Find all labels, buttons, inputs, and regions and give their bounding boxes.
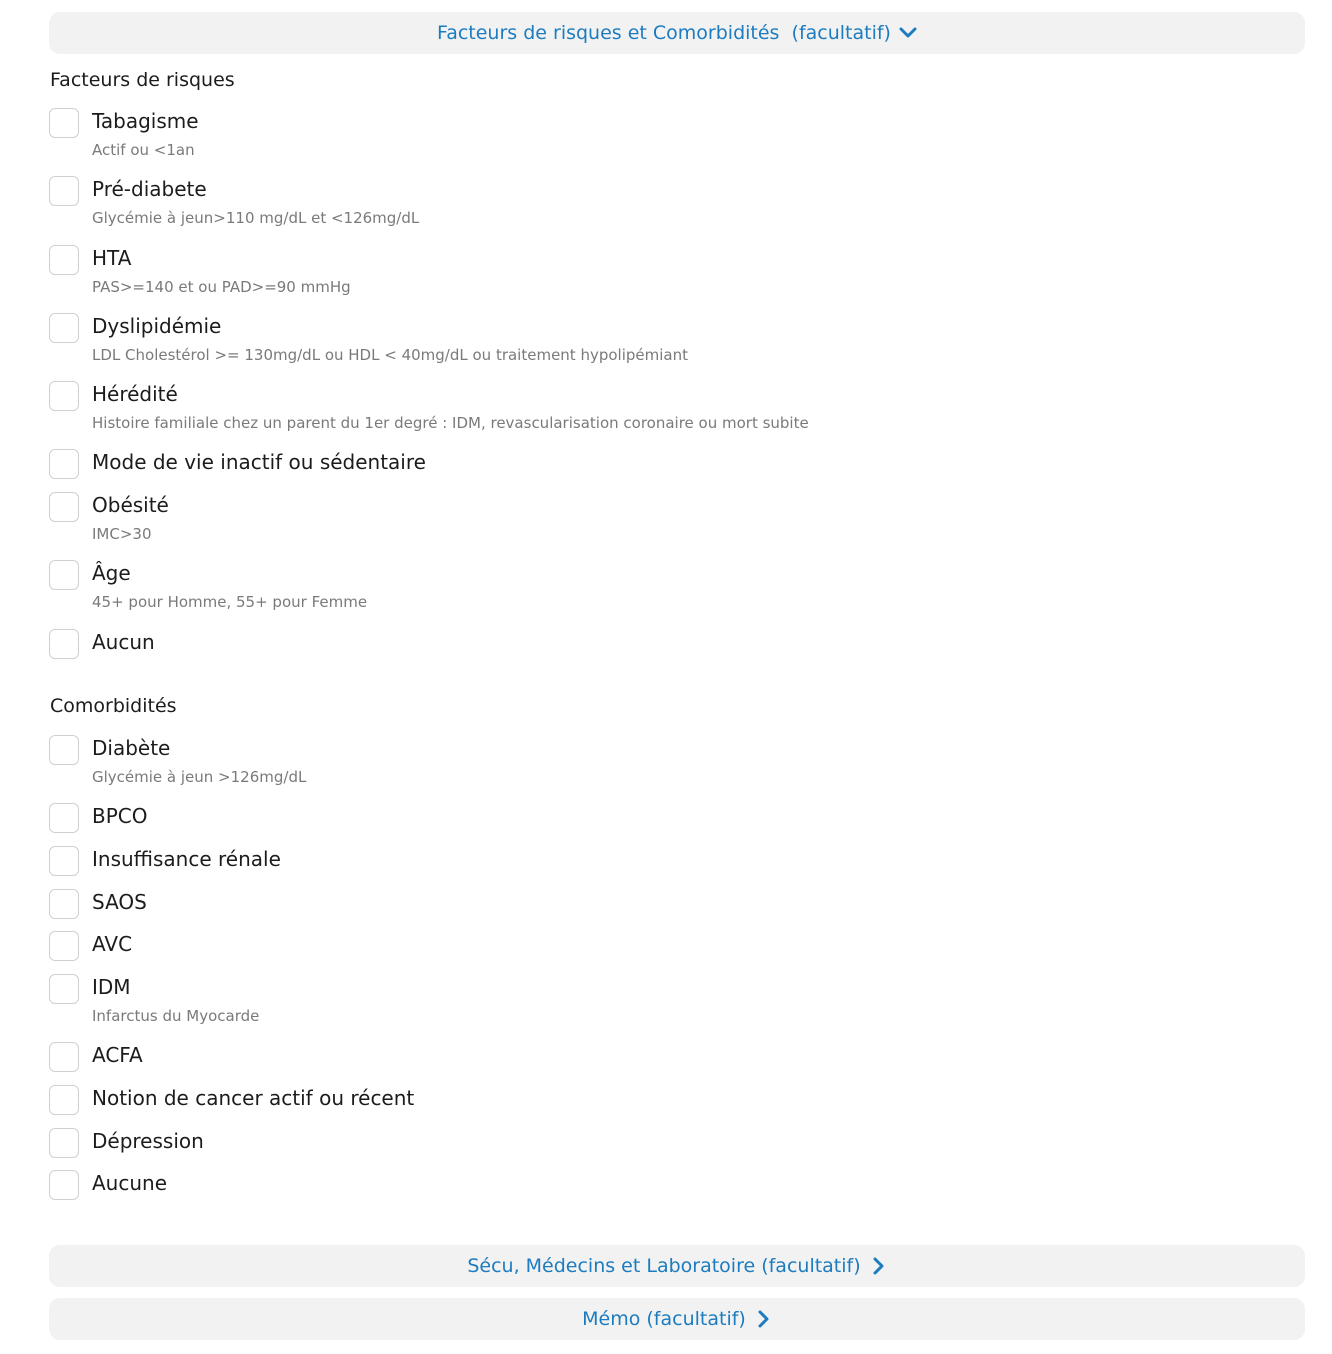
secu-accordion-header[interactable] (49, 1245, 1305, 1287)
checkbox-label: Notion de cancer actif ou récent (92, 1086, 415, 1110)
checkbox[interactable] (49, 889, 79, 919)
checkbox[interactable] (49, 108, 79, 138)
checkbox-sublabel: Infarctus du Myocarde (92, 1007, 260, 1025)
checkbox[interactable] (49, 1085, 79, 1115)
checkbox-sublabel: PAS>=140 et ou PAD>=90 mmHg (92, 278, 351, 296)
checkbox[interactable] (49, 931, 79, 961)
checkbox-label: Dyslipidémie (92, 314, 222, 338)
checkbox[interactable] (49, 449, 79, 479)
checkbox-label: SAOS (92, 890, 147, 914)
checkbox-label: ACFA (92, 1043, 143, 1067)
checkbox-label: Diabète (92, 736, 171, 760)
risk-comorbidities-accordion-header[interactable] (49, 12, 1305, 54)
checkbox-label: Aucun (92, 630, 155, 654)
checkbox-label: IDM (92, 975, 131, 999)
memo-accordion-header[interactable] (49, 1298, 1305, 1340)
checkbox-label: Aucune (92, 1171, 168, 1195)
checkbox-label: Âge (92, 561, 131, 585)
checkbox-label: Obésité (92, 493, 169, 517)
checkbox-label: Mode de vie inactif ou sédentaire (92, 450, 426, 474)
checkbox-label: HTA (92, 246, 132, 270)
checkbox-sublabel: IMC>30 (92, 525, 152, 543)
checkbox-label: Dépression (92, 1129, 204, 1153)
comorbidities-title: Comorbidités (50, 695, 177, 717)
checkbox-sublabel: LDL Cholestérol >= 130mg/dL ou HDL < 40mg/dL ou traitement hypolipémiant (92, 346, 688, 364)
checkbox-sublabel: Glycémie à jeun >126mg/dL (92, 768, 307, 786)
checkbox[interactable] (49, 629, 79, 659)
accordion-title: Mémo (facultatif) (582, 1308, 746, 1330)
checkbox-label: Insuffisance rénale (92, 847, 281, 871)
checkbox-sublabel: Actif ou <1an (92, 141, 195, 159)
checkbox-label: BPCO (92, 804, 148, 828)
checkbox[interactable] (49, 974, 79, 1004)
risk-factors-title: Facteurs de risques (50, 69, 235, 91)
checkbox-label: Hérédité (92, 382, 178, 406)
checkbox-label: AVC (92, 932, 133, 956)
checkbox-sublabel: 45+ pour Homme, 55+ pour Femme (92, 593, 368, 611)
checkbox[interactable] (49, 735, 79, 765)
checkbox[interactable] (49, 313, 79, 343)
checkbox[interactable] (49, 176, 79, 206)
checkbox[interactable] (49, 381, 79, 411)
checkbox-label: Tabagisme (92, 109, 199, 133)
checkbox[interactable] (49, 1042, 79, 1072)
accordion-title: Facteurs de risques et Comorbidités (facultatif) (437, 22, 891, 44)
checkbox[interactable] (49, 803, 79, 833)
checkbox[interactable] (49, 560, 79, 590)
checkbox-sublabel: Glycémie à jeun>110 mg/dL et <126mg/dL (92, 209, 420, 227)
checkbox[interactable] (49, 1128, 79, 1158)
checkbox-label: Pré-diabete (92, 177, 207, 201)
checkbox[interactable] (49, 245, 79, 275)
checkbox[interactable] (49, 846, 79, 876)
checkbox-sublabel: Histoire familiale chez un parent du 1er degré : IDM, revascularisation coronaire ou mort subite (92, 414, 809, 432)
chevron-right-icon (754, 1310, 772, 1328)
checkbox[interactable] (49, 1170, 79, 1200)
accordion-title: Sécu, Médecins et Laboratoire (facultatif) (467, 1255, 861, 1277)
chevron-right-icon (869, 1257, 887, 1275)
chevron-down-icon (899, 24, 917, 42)
checkbox[interactable] (49, 492, 79, 522)
